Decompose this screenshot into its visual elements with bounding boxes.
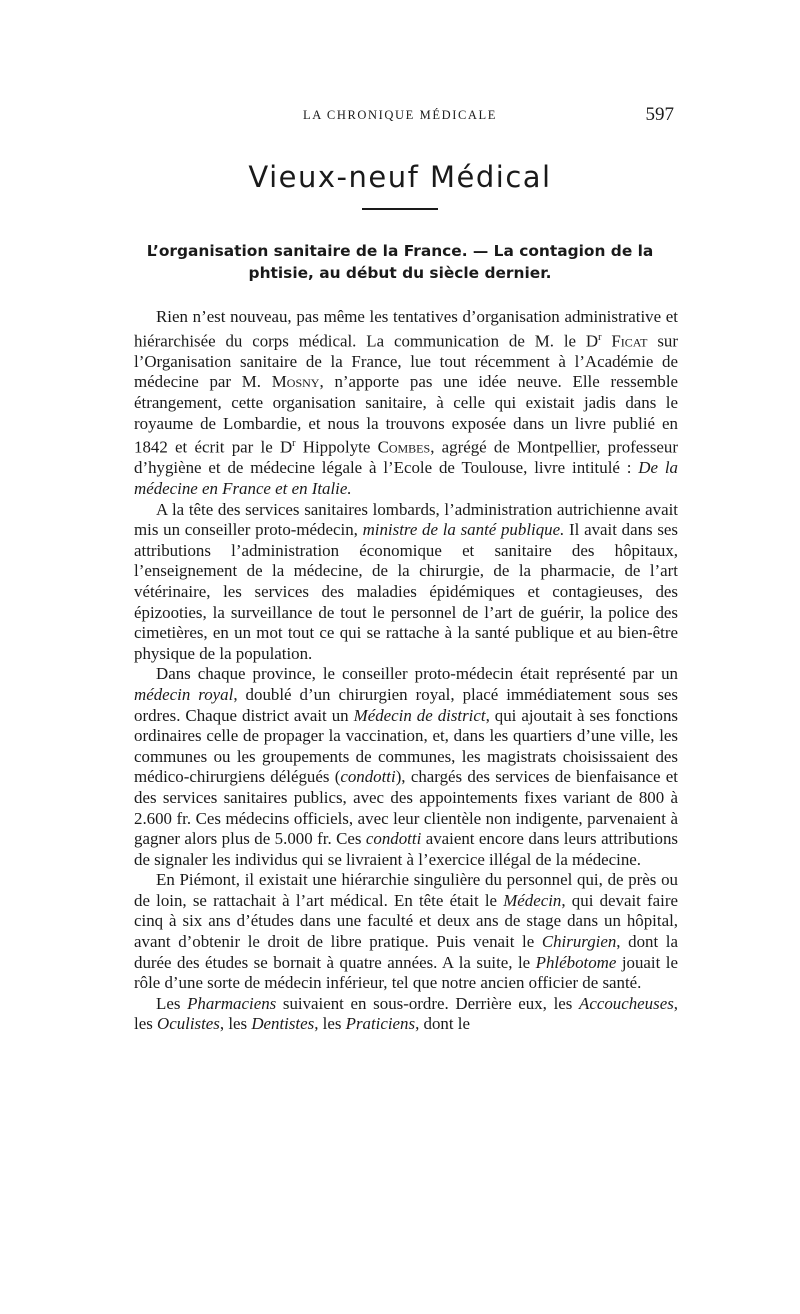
text-run: jouait le rôle d’une sorte de médecin inférieur, tel que notre ancien officier de santé. bbox=[134, 952, 678, 993]
title-divider bbox=[362, 208, 438, 210]
text-run: , les bbox=[314, 1014, 346, 1034]
italic-text: Praticiens bbox=[345, 1014, 416, 1034]
page-title: Vieux-neuf Médical bbox=[248, 160, 552, 194]
italic-text: De la médecine en France et en Italie. bbox=[134, 458, 678, 498]
text-run: , les bbox=[219, 1014, 252, 1034]
page-number: 597 bbox=[645, 104, 674, 125]
italic-text: Dentistes bbox=[251, 1014, 315, 1034]
text-run: A la tête des services sanitaires lombards, l’administration autrichienne avait mis un conseiller proto-médecin, bbox=[134, 499, 678, 540]
text-run: suivaient en sous-ordre. Derrière eux, les bbox=[276, 993, 580, 1013]
text-run bbox=[602, 331, 612, 350]
italic-text: Médecin bbox=[503, 890, 562, 910]
italic-text: médecin royal bbox=[134, 684, 234, 704]
text-run: Rien n’est nouveau, pas même les tentatives d’organisation administrative et hiérarchisée du corps médical. La communication de M. le D bbox=[134, 307, 678, 351]
italic-text: Oculistes bbox=[157, 1014, 220, 1034]
text-run: Les bbox=[156, 993, 188, 1013]
italic-text: Phlébotome bbox=[535, 952, 617, 972]
name-small-caps: Combes bbox=[377, 437, 431, 457]
text-run: Hippolyte bbox=[295, 437, 378, 457]
italic-text: Chirurgien bbox=[541, 932, 617, 952]
superscript: r bbox=[598, 331, 602, 343]
article-body bbox=[134, 307, 678, 1035]
name-small-caps: Mosny bbox=[271, 372, 320, 392]
italic-text: Médecin de district bbox=[353, 705, 486, 725]
text-run: ), chargés des services de bienfaisance et des services sanitaires publics, avec des appointements fixes variant de 800 à 2.600 fr. Ces médecins officiels, avec leur clientèle non indigente, parvenaient à gagner alors plus de 5.000 fr. Ces bbox=[134, 767, 678, 849]
text-run: , n’apporte pas une idée neuve. Elle ressemble étrangement, cette organisation sanitaire, à celle qui existait jadis dans le royaume de Lombardie, et nous la trouvons exposée dans un livre publié en 1842 et écrit par le D bbox=[134, 372, 679, 457]
italic-text: Accoucheuses bbox=[579, 993, 674, 1013]
text-run: , qui devait faire cinq à six ans d’études dans une faculté et deux ans de stage dans un hôpital, avant d’obtenir le droit de libre pratique. Puis venait le bbox=[134, 890, 678, 952]
superscript: r bbox=[292, 438, 296, 450]
text-run: , doublé d’un chirurgien royal, placé immédiatement sous ses ordres. Chaque district avait un bbox=[134, 684, 678, 725]
text-run: sur l’Organisation sanitaire de la France, lue tout récemment à l’Académie de médecine par M. bbox=[134, 331, 678, 392]
italic-text: ministre de la santé publique. bbox=[362, 520, 565, 540]
text-run: , dont le bbox=[415, 1014, 470, 1034]
paragraph bbox=[134, 870, 678, 994]
paragraph bbox=[134, 994, 678, 1035]
paragraph bbox=[134, 500, 678, 665]
running-title: LA CHRONIQUE MÉDICALE bbox=[302, 108, 497, 122]
text-run: Il avait dans ses attributions l’administration économique et sanitaire des hôpitaux, l’enseignement de la médecine, de la chirurgie, de la pharmacie, de l’art vétérinaire, les services des maladies épidémiques et contagieuses, des épizooties, la surveillance de tout le personnel de l’art de guérir, la police des cimetières, en un mot tout ce qui se rattache à la santé publique et au bien-être physique de la population. bbox=[134, 520, 678, 663]
text-run: avaient encore dans leurs attributions de signaler les individus qui se livraient à l’exercice illégal de la médecine. bbox=[134, 829, 679, 869]
text-run: Dans chaque province, le conseiller proto-médecin était représenté par un bbox=[156, 664, 678, 684]
paragraph bbox=[134, 307, 678, 500]
text-run: , agrégé de Montpellier, professeur d’hygiène et de médecine légale à l’Ecole de Toulouse, livre intitulé : bbox=[134, 437, 678, 478]
italic-text: Pharmaciens bbox=[187, 993, 277, 1013]
italic-text: condotti bbox=[365, 829, 422, 849]
text-run: , dont la durée des études se bornait à quatre années. A la suite, le bbox=[134, 932, 678, 972]
section-heading: L’organisation sanitaire de la France. — La contagion de la phtisie, au début du siècle dernier. bbox=[146, 242, 654, 282]
name-small-caps: Ficat bbox=[611, 331, 648, 351]
italic-text: condotti bbox=[340, 767, 396, 787]
text-run: , qui ajoutait à ses fonctions ordinaires celle de propager la vaccination, et, dans les quartiers d’une ville, les communes ou les groupements de communes, les magistrats choisissaient des médico-chirurgiens délégués ( bbox=[134, 705, 678, 787]
paragraph bbox=[134, 664, 678, 870]
running-header bbox=[0, 104, 800, 128]
text-run: , les bbox=[134, 993, 678, 1034]
text-run: En Piémont, il existait une hiérarchie singulière du personnel qui, de près ou de loin, se rattachait à l’art médical. En tête était le bbox=[134, 870, 678, 910]
